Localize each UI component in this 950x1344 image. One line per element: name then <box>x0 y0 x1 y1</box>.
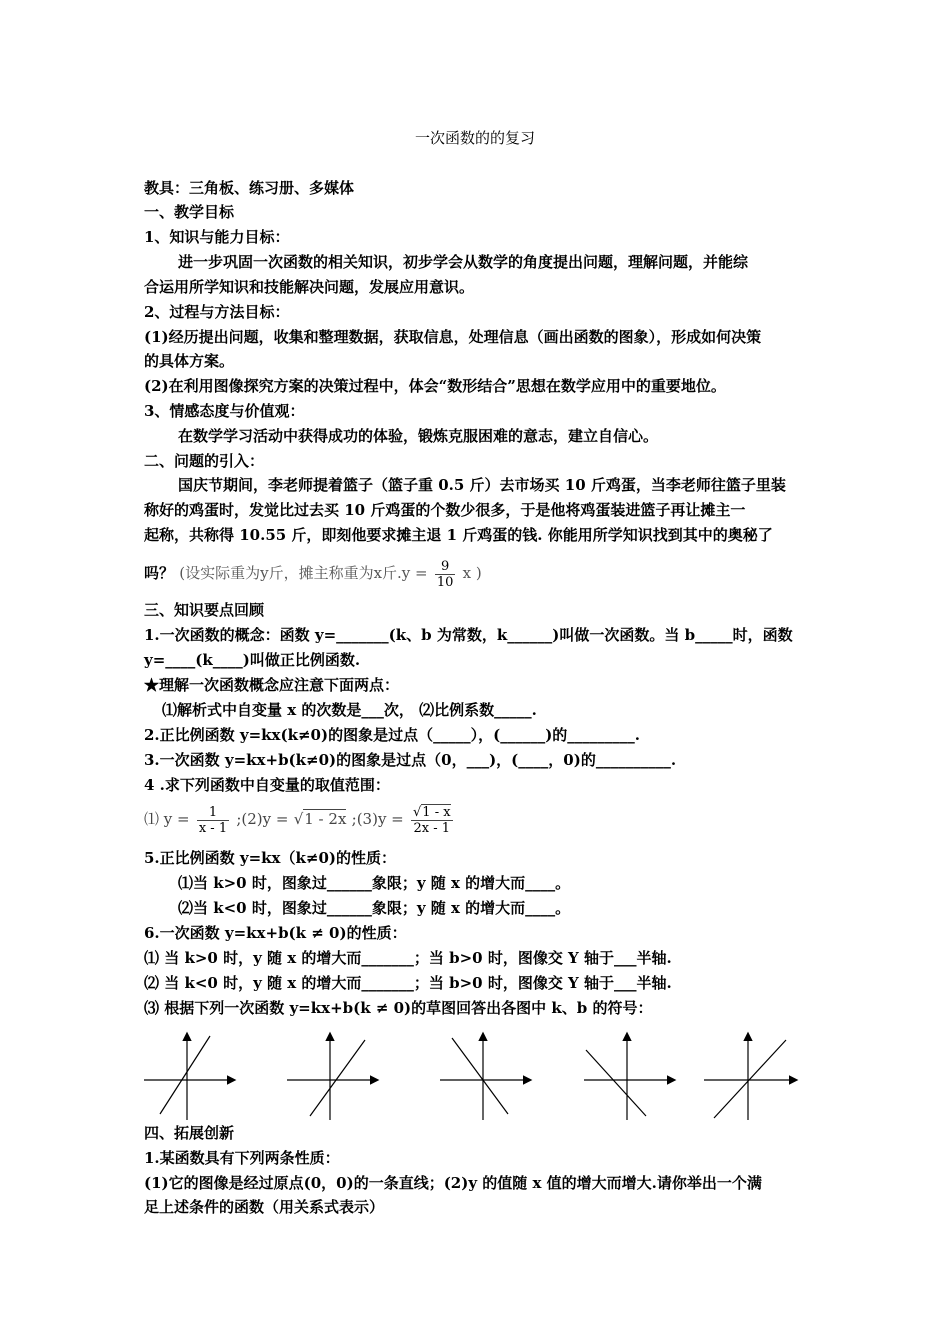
question-line: ★理解一次函数概念应注意下面两点： <box>144 676 400 694</box>
question-line: ⑵ 当 k<0 时，y 随 x 的增大而_______；当 b>0 时，图像交 Y 轴于___半轴. <box>144 974 672 992</box>
question-line: 4 .求下列函数中自变量的取值范围： <box>144 776 390 794</box>
fraction-numerator: 9 <box>435 559 456 575</box>
paragraph-line: 合运用所学知识和技能解决问题，发展应用意识。 <box>144 278 475 296</box>
paragraph-line: 的具体方案。 <box>144 352 235 370</box>
paragraph-line: 进一步巩固一次函数的相关知识，初步学会从数学的角度提出问题，理解问题，并能综 <box>178 253 749 271</box>
fraction-sqrt-over-2x-minus-1 <box>411 805 453 836</box>
paragraph-line: 国庆节期间，李老师提着篮子（篮子重 0.5 斤）去市场买 10 斤鸡蛋，当李老师往篮子里装 <box>178 476 786 494</box>
hint-formula-line <box>144 556 814 590</box>
question-line: y=____(k____)叫做正比例函数. <box>144 651 361 669</box>
question-line: ⑴ 当 k>0 时，y 随 x 的增大而_______；当 b>0 时，图像交 Y 轴于___半轴. <box>144 949 672 967</box>
question-line: 足上述条件的函数（用关系式表示） <box>144 1198 385 1216</box>
fraction-denominator: 2x - 1 <box>413 820 451 836</box>
formula-part-2: ;(2)y = <box>236 810 289 828</box>
question-line: 1.一次函数的概念：函数 y=_______(k、b 为常数，k______)叫做一次函数。当 b_____时，函数 <box>144 626 793 644</box>
question-line: 3.一次函数 y=kx+b(k≠0)的图象是过点（0，___)，(____，0)的__________. <box>144 751 677 769</box>
formula-part-3: ;(3)y = <box>351 810 404 828</box>
function-line <box>714 1040 786 1118</box>
section-heading-review: 三、知识要点回顾 <box>144 601 265 619</box>
fraction-denominator: x - 1 <box>198 820 228 836</box>
paragraph-line: 在数学学习活动中获得成功的体验，锻炼克服困难的意志，建立自信心。 <box>178 427 659 445</box>
hint-suffix: x ) <box>462 564 482 582</box>
paragraph-line: (2)在利用图像探究方案的决策过程中，体会“数形结合”思想在数学应用中的重要地位。 <box>144 377 726 395</box>
question-line: 5.正比例函数 y=kx（k≠0)的性质： <box>144 849 396 867</box>
function-line <box>452 1038 508 1114</box>
fraction-nine-tenths <box>435 559 456 590</box>
subheading-process: 2、过程与方法目标： <box>144 303 290 321</box>
page-title: 一次函数的的复习 <box>414 129 535 147</box>
sketch-graph-1 <box>142 1030 238 1124</box>
fraction-denominator: 10 <box>436 574 454 590</box>
question-line: ⑴解析式中自变量 x 的次数是___次， ⑵比例系数_____. <box>162 701 537 719</box>
fraction-numerator: √1 - x <box>413 804 451 820</box>
section-heading-goals: 一、教学目标 <box>144 203 235 221</box>
subheading-attitude: 3、情感态度与价值观： <box>144 402 305 420</box>
paragraph-line: (1)经历提出问题，收集和整理数据，获取信息，处理信息（画出函数的图象），形成如何决策 <box>144 328 762 346</box>
formula-part-1: ⑴ y = <box>144 810 190 828</box>
function-line <box>160 1036 210 1114</box>
sketch-graph-4 <box>582 1030 678 1124</box>
hint-text: (设实际重为y斤，摊主称重为x斤.y = <box>179 564 428 582</box>
question-line: 6.一次函数 y=kx+b(k ≠ 0)的性质： <box>144 924 407 942</box>
subheading-knowledge: 1、知识与能力目标： <box>144 228 290 246</box>
function-line <box>310 1040 365 1116</box>
section-heading-intro: 二、问题的引入： <box>144 452 265 470</box>
domain-formula-line <box>144 800 814 838</box>
sqrt-radicand: 1 - x <box>422 804 451 820</box>
question-line: ⑴当 k>0 时，图象过______象限；y 随 x 的增大而____。 <box>178 874 571 892</box>
sketch-graph-5 <box>702 1030 800 1124</box>
question-line: (1)它的图像是经过原点(0，0)的一条直线；(2)y 的值随 x 值的增大而增大.请你举出一个满 <box>144 1174 762 1192</box>
question-line: ⑶ 根据下列一次函数 y=kx+b(k ≠ 0)的草图回答出各图中 k、b 的符号： <box>144 999 653 1017</box>
fraction-numerator: 1 <box>197 805 229 821</box>
sqrt-sign: √ <box>293 810 304 828</box>
paragraph-line: 起称，共称得 10.55 斤，即刻他要求摊主退 1 斤鸡蛋的钱. 你能用所学知识找到其中的奥秘了 <box>144 526 773 544</box>
question-line: 2.正比例函数 y=kx(k≠0)的图象是过点（_____），(______)的_________. <box>144 726 641 744</box>
teaching-tools: 教具：三角板、练习册、多媒体 <box>144 179 355 197</box>
fraction-one-over-x-minus-1 <box>197 805 229 836</box>
sqrt-radicand: 1 - 2x <box>304 810 347 828</box>
question-line: ⑵当 k<0 时，图象过______象限；y 随 x 的增大而____。 <box>178 899 571 917</box>
hint-prefix: 吗？ <box>144 564 175 582</box>
section-heading-extension: 四、拓展创新 <box>144 1124 235 1142</box>
sketch-graph-2 <box>285 1030 381 1124</box>
question-line: 1.某函数具有下列两条性质： <box>144 1149 340 1167</box>
sketch-graph-3 <box>438 1030 534 1124</box>
paragraph-line: 称好的鸡蛋时，发觉比过去买 10 斤鸡蛋的个数少很多，于是他将鸡蛋装进篮子再让摊主一 <box>144 501 746 519</box>
function-line <box>586 1050 646 1116</box>
